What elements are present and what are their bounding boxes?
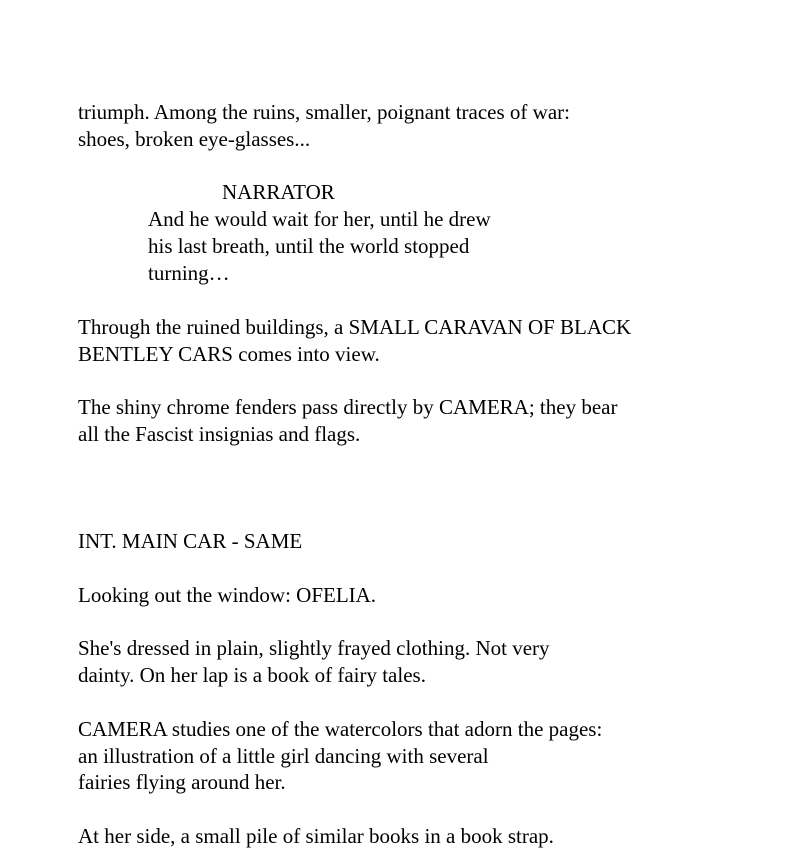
action-line: fairies flying around her. (78, 770, 286, 794)
action-line: shoes, broken eye-glasses... (78, 127, 311, 151)
action-line: all the Fascist insignias and flags. (78, 422, 361, 446)
character-cue-narrator: NARRATOR (222, 180, 335, 204)
action-line: The shiny chrome fenders pass directly by CAMERA; they bear (78, 395, 618, 419)
scene-heading: INT. MAIN CAR - SAME (78, 529, 303, 553)
dialogue-line: his last breath, until the world stopped (148, 234, 470, 258)
action-line: She's dressed in plain, slightly frayed clothing. Not very (78, 636, 550, 660)
dialogue-line: turning… (148, 261, 230, 285)
action-line: Through the ruined buildings, a SMALL CARAVAN OF BLACK (78, 315, 632, 339)
action-line: dainty. On her lap is a book of fairy tales. (78, 663, 426, 687)
action-line: CAMERA studies one of the watercolors that adorn the pages: (78, 717, 603, 741)
action-line: an illustration of a little girl dancing with several (78, 744, 489, 768)
action-line: BENTLEY CARS comes into view. (78, 342, 380, 366)
action-line: Looking out the window: OFELIA. (78, 583, 377, 607)
action-line: At her side, a small pile of similar books in a book strap. (78, 824, 554, 848)
dialogue-line: And he would wait for her, until he drew (148, 207, 491, 231)
action-line: triumph. Among the ruins, smaller, poignant traces of war: (78, 100, 570, 124)
